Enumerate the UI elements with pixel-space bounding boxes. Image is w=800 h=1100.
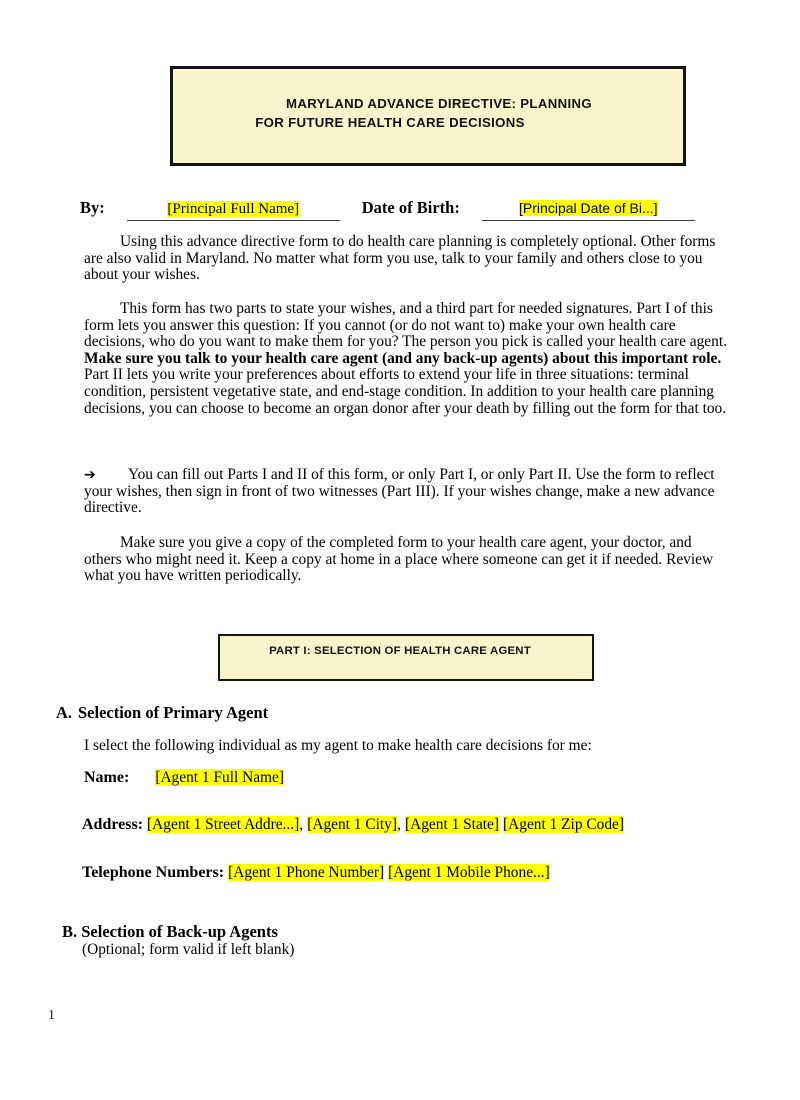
part-one-banner-box: [218, 634, 594, 681]
intro-paragraph-2: [84, 301, 728, 417]
principal-dob-field[interactable]: [482, 198, 695, 221]
document-title-line-2: FOR FUTURE HEALTH CARE DECISIONS: [255, 115, 525, 130]
section-a-letter: A.: [56, 703, 73, 722]
agent-city-value[interactable]: [Agent 1 City]: [307, 816, 397, 833]
agent-phone-label: Telephone Numbers:: [82, 864, 225, 881]
agent-phone-primary-value[interactable]: [Agent 1 Phone Number]: [228, 864, 385, 881]
intro-paragraph-2-emphasis: Make sure you talk to your health care agent (and any back-up agents) about this important role.: [84, 349, 722, 367]
by-label: By:: [80, 198, 105, 217]
intro-paragraph-4: [84, 535, 728, 585]
agent-phone-row: [82, 864, 550, 882]
intro-paragraph-1-text: Using this advance directive form to do health care planning is completely optional. Other forms are also valid in Maryland. No matter what form you use, talk to your family and others close to you about your wishes.: [84, 233, 716, 284]
agent-phone-mobile-value[interactable]: [Agent 1 Mobile Phone...]: [388, 864, 550, 881]
intro-paragraph-1: [84, 234, 728, 284]
agent-zip-value[interactable]: [Agent 1 Zip Code]: [503, 816, 624, 833]
agent-name-value[interactable]: [Agent 1 Full Name]: [155, 769, 284, 786]
principal-name-value: [Principal Full Name]: [167, 201, 300, 217]
right-arrow-icon: ➔: [84, 467, 96, 483]
document-title-box: [170, 66, 686, 166]
intro-paragraph-2-text-a: This form has two parts to state your wishes, and a third part for needed signatures. Part I of this form lets you answer this question: If you cannot (or do not want to) make your own health care decisions, who do you want to make them for you? The person you pick is called your health care agent.: [84, 300, 727, 351]
intro-paragraph-3-text: You can fill out Parts I and II of this form, or only Part I, or only Part II. Use the form to reflect your wishes, then sign in front of two witnesses (Part III). If your wishes change, make a new advance directive.: [84, 466, 715, 517]
address-separator-2: ,: [396, 816, 405, 833]
section-b-subheading: (Optional; form valid if left blank): [82, 941, 295, 958]
part-one-banner-label: PART I: SELECTION OF HEALTH CARE AGENT: [269, 645, 531, 657]
document-title-line-1: MARYLAND ADVANCE DIRECTIVE: PLANNING: [286, 96, 592, 111]
section-a-heading: [56, 703, 268, 723]
intro-paragraph-2-text-b: Part II lets you write your preferences about efforts to extend your life in three situations: terminal condition, persistent vegetative state, and end-stage condition. In addition to your health care planning decisions, you can choose to become an organ donor after your death by filling out the form for that too.: [84, 366, 727, 417]
page-number: 1: [48, 1008, 55, 1023]
intro-paragraph-4-text: Make sure you give a copy of the completed form to your health care agent, your doctor, and others who might need it. Keep a copy at home in a place where someone can get it if needed. Review what you have written periodically.: [84, 534, 714, 585]
address-separator-1: ,: [299, 816, 308, 833]
section-b-heading: B. Selection of Back-up Agents: [62, 922, 278, 941]
date-of-birth-label: Date of Birth:: [361, 198, 460, 217]
principal-identification-row: [80, 198, 720, 220]
section-a-heading-text: Selection of Primary Agent: [78, 703, 269, 722]
section-a-intro-text: I select the following individual as my agent to make health care decisions for me:: [84, 737, 592, 754]
agent-street-value[interactable]: [Agent 1 Street Addre...]: [147, 816, 300, 833]
agent-name-label: Name:: [84, 769, 130, 786]
principal-name-field[interactable]: [127, 198, 340, 221]
agent-address-label: Address:: [82, 816, 144, 833]
agent-state-value[interactable]: [Agent 1 State]: [404, 816, 500, 833]
agent-name-row: [84, 769, 284, 787]
agent-address-row: [82, 816, 624, 834]
intro-paragraph-3: [84, 467, 728, 517]
principal-dob-value: [Principal Date of Bi...]: [519, 200, 658, 216]
